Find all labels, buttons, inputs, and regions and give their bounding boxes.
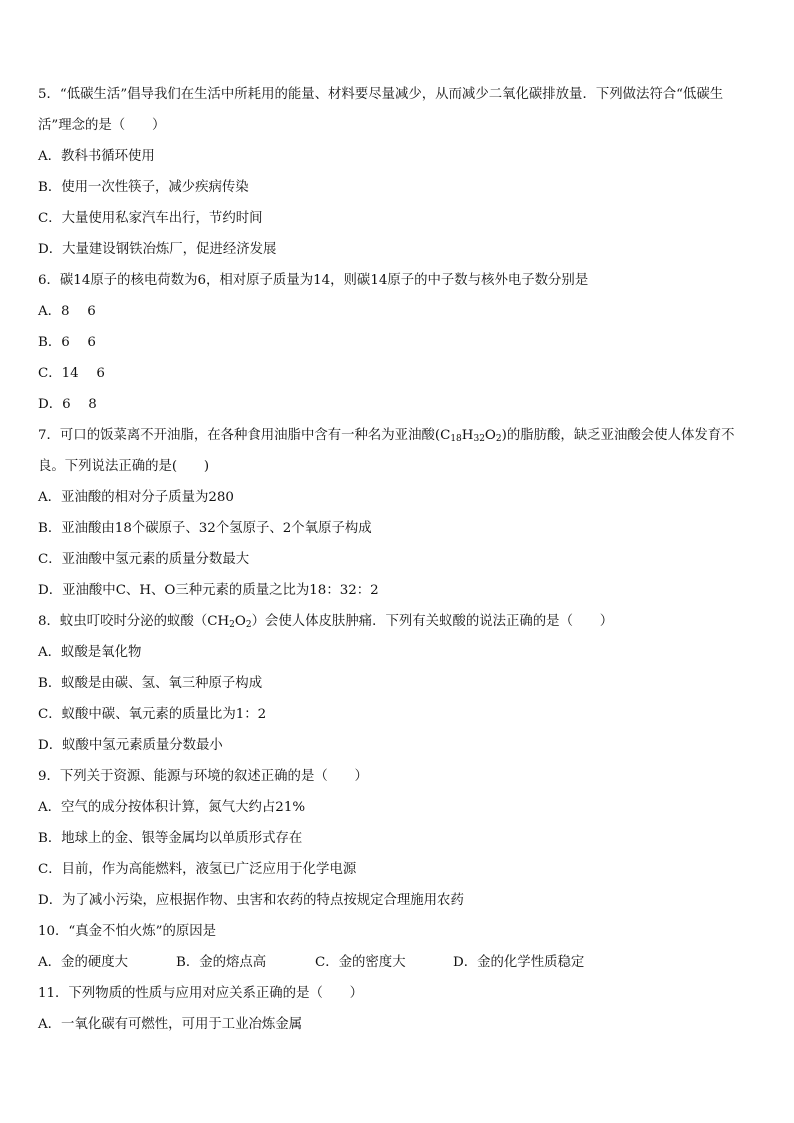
- option-b: B．使用一次性筷子，减少疾病传染: [38, 180, 249, 195]
- option-a: A．蚁酸是氧化物: [38, 645, 142, 660]
- stem-text: 8．蚊虫叮咬时分泌的蚁酸（CH: [38, 614, 230, 629]
- subscript: 18: [450, 434, 462, 444]
- option-b: B．6 6: [38, 335, 96, 350]
- question-9: [38, 761, 758, 916]
- stem-text: ）会使人体皮肤肿痛．下列有关蚁酸的说法正确的是（ ）: [251, 614, 614, 629]
- subscript: 2: [495, 434, 502, 444]
- question-stem: 6．碳14原子的核电荷数为6，相对原子质量为14，则碳14原子的中子数与核外电子数分别是: [38, 273, 589, 288]
- question-6: [38, 265, 758, 420]
- question-stem: 10．“真金不怕火炼”的原因是: [38, 924, 217, 939]
- question-stem: 良。下列说法正确的是( ): [38, 459, 210, 474]
- option-b: B．地球上的金、银等金属均以单质形式存在: [38, 831, 303, 846]
- stem-text: 7．可口的饭菜离不开油脂，在各种食用油脂中含有一种名为亚油酸(C: [38, 428, 451, 443]
- subscript: 32: [473, 434, 485, 444]
- question-10: [38, 916, 758, 978]
- question-stem: [38, 606, 758, 637]
- option-d: D．为了减小污染，应根据作物、虫害和农药的特点按规定合理施用农药: [38, 893, 464, 908]
- option-b: B．金的熔点高: [176, 955, 267, 970]
- question-stem: 5．“低碳生活”倡导我们在生活中所耗用的能量、材料要尽量减少，从而减少二氧化碳排放量．下列做法符合“低碳生: [38, 87, 724, 102]
- question-5: [38, 79, 758, 265]
- option-c: C．亚油酸中氢元素的质量分数最大: [38, 552, 250, 567]
- option-a: A．教科书循环使用: [38, 149, 155, 164]
- question-stem: 11．下列物质的性质与应用对应关系正确的是（ ）: [38, 986, 364, 1001]
- question-stem: [38, 420, 758, 451]
- option-a: A．8 6: [38, 304, 96, 319]
- question-11: [38, 978, 758, 1040]
- question-stem: 9．下列关于资源、能源与环境的叙述正确的是（ ）: [38, 769, 368, 784]
- option-d: D．大量建设钢铁冶炼厂，促进经济发展: [38, 242, 277, 257]
- question-8: [38, 606, 758, 761]
- option-row: [38, 947, 758, 978]
- option-c: C．目前，作为高能燃料，液氢已广泛应用于化学电源: [38, 862, 357, 877]
- option-d: D．蚁酸中氢元素质量分数最小: [38, 738, 223, 753]
- option-c: C．金的密度大: [315, 955, 406, 970]
- stem-text: O: [484, 428, 496, 443]
- exam-page: [38, 79, 758, 1040]
- option-d: D．金的化学性质稳定: [453, 955, 585, 970]
- subscript: 2: [229, 620, 235, 630]
- option-c: C．大量使用私家汽车出行，节约时间: [38, 211, 263, 226]
- question-7: [38, 420, 758, 606]
- option-c: C．蚁酸中碳、氧元素的质量比为1：2: [38, 707, 267, 722]
- stem-text: O: [234, 614, 246, 629]
- option-b: B．蚁酸是由碳、氢、氧三种原子构成: [38, 676, 263, 691]
- option-b: B．亚油酸由18个碳原子、32个氢原子、2个氧原子构成: [38, 521, 372, 536]
- option-a: A．亚油酸的相对分子质量为280: [38, 490, 234, 505]
- option-a: A．空气的成分按体积计算，氮气大约占21%: [38, 800, 306, 815]
- stem-text: )的脂肪酸，缺乏亚油酸会使人体发育不: [501, 428, 735, 443]
- option-c: C．14 6: [38, 366, 105, 381]
- subscript: 2: [245, 620, 252, 630]
- option-d: D．6 8: [38, 397, 97, 412]
- question-stem: 活”理念的是（ ）: [38, 118, 166, 133]
- stem-text: H: [461, 428, 474, 443]
- option-d: D．亚油酸中C、H、O三种元素的质量之比为18：32：2: [38, 583, 379, 598]
- option-a: A．一氧化碳有可燃性，可用于工业冶炼金属: [38, 1017, 303, 1032]
- option-a: A．金的硬度大: [38, 955, 129, 970]
